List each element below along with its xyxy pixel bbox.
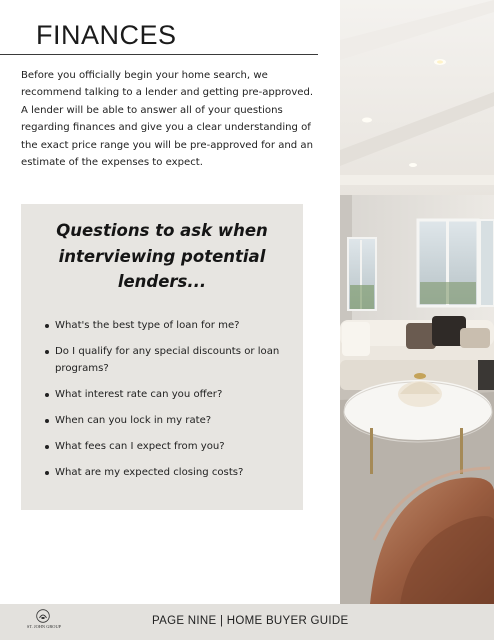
list-item bbox=[45, 438, 295, 455]
list-item-text: What are my expected closing costs? bbox=[55, 466, 244, 478]
list-item bbox=[45, 386, 295, 403]
bullet-icon bbox=[45, 471, 49, 475]
bullet-icon bbox=[45, 419, 49, 423]
questions-title: Questions to ask when interviewing potential lenders... bbox=[56, 221, 268, 291]
list-item-text: When can you lock in my rate? bbox=[55, 414, 212, 426]
logo-mark-icon bbox=[36, 609, 50, 623]
list-item bbox=[45, 317, 295, 334]
list-item-text: What's the best type of loan for me? bbox=[55, 320, 240, 331]
bullet-icon bbox=[45, 393, 49, 397]
footer-page-label: PAGE NINE | HOME BUYER GUIDE bbox=[152, 615, 349, 627]
list-item-text: What interest rate can you offer? bbox=[55, 388, 223, 400]
list-item-text: What fees can I expect from you? bbox=[55, 440, 225, 452]
questions-list bbox=[45, 317, 295, 490]
list-item bbox=[45, 412, 295, 429]
bullet-icon bbox=[45, 445, 49, 449]
list-item-text: Do I qualify for any special discounts or loan programs? bbox=[55, 345, 280, 375]
company-logo bbox=[22, 609, 66, 637]
bullet-icon bbox=[45, 350, 49, 354]
living-room-photo bbox=[340, 0, 494, 604]
page-footer bbox=[0, 604, 494, 640]
list-item bbox=[45, 343, 295, 377]
bullet-icon bbox=[45, 324, 49, 328]
living-room-illustration bbox=[340, 0, 494, 604]
list-item bbox=[45, 464, 295, 481]
title-divider bbox=[0, 54, 318, 55]
questions-box bbox=[21, 204, 303, 510]
intro-paragraph: Before you officially begin your home search, we recommend talking to a lender and getting pre-approved. A lender will be able to answer all of your questions regarding finances and give you a clear understanding of the exact price range you will be pre-approved for and an estimate of the expenses to expect. bbox=[21, 70, 314, 169]
logo-text: ST. JOHN GROUP bbox=[26, 624, 62, 629]
page-title: FINANCES bbox=[36, 20, 177, 50]
